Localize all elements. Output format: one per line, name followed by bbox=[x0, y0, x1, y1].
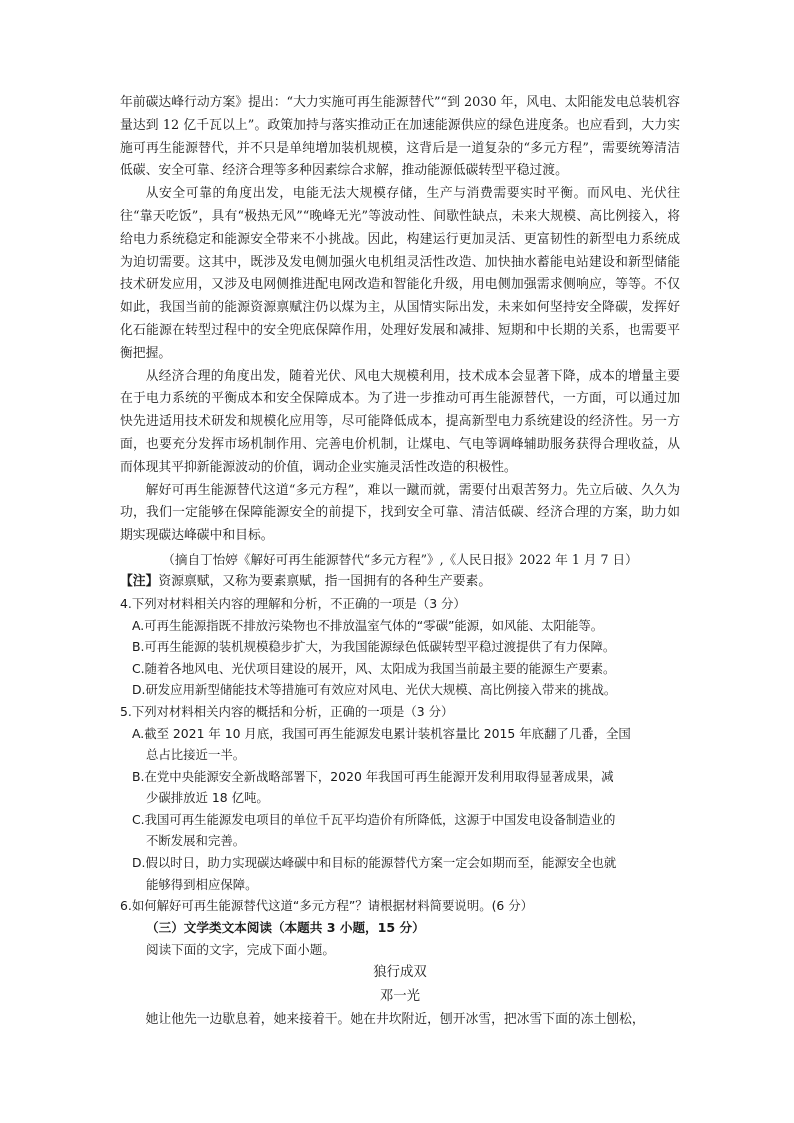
question-4-option-c[interactable]: C.随着各地风电、光伏项目建设的展开，风、太阳成为我国当前最主要的能源生产要素。 bbox=[132, 660, 616, 676]
question-6-stem: 6.如何解好可再生能源替代这道“多元方程”？请根据材料简要说明。(6 分） bbox=[120, 898, 534, 914]
passage-paragraph-1: 年前碳达峰行动方案》提出：“大力实施可再生能源替代”“到 2030 年，风电、太阳能发电总装机容量达到 12 亿千瓦以上”。政策加持与落实推动正在加速能源供应的绿色进度条。也应看到，大力实施可再生能源替代，并不只是单纯增加装机规模，这背后是一道复杂的“多元方程”，需要统筹清洁低碳、安全可靠、经济合理等多种因素综合求解，推动能源低碳转型平稳过渡。 bbox=[120, 95, 680, 179]
passage-source: （摘自丁怡婷《解好可再生能源替代“多元方程”》,《人民日报》2022 年 1 月 7 日） bbox=[162, 551, 638, 567]
option-c-line-1: C.我国可再生能源发电项目的单位千瓦平均造价有所降低，这源于中国发电设备制造业的 bbox=[132, 811, 616, 827]
option-a-line-1: A.截至 2021 年 10 月底，我国可再生能源发电累计装机容量比 2015 年底翻了几番，全国 bbox=[132, 725, 631, 741]
option-d-line-2: 能够得到相应保障。 bbox=[146, 876, 258, 892]
section-3-instruction: 阅读下面的文字，完成下面小题。 bbox=[146, 941, 335, 957]
note-bracket: 【注】 bbox=[120, 573, 159, 589]
exam-page bbox=[120, 92, 680, 1032]
passage-note bbox=[120, 571, 680, 593]
option-b-line-2: 少碳排放近 18 亿吨。 bbox=[146, 790, 269, 806]
passage-paragraph-4: 解好可再生能源替代这道“多元方程”，难以一蹴而就，需要付出艰苦努力。先立后破、久久为功，我们一定能够在保障能源安全的前提下，找到安全可靠、清洁低碳、经济合理的方案，助力如期实现碳达峰碳中和目标。 bbox=[120, 482, 680, 544]
question-4 bbox=[120, 593, 680, 701]
option-d-line-1: D.假以时日，助力实现碳达峰碳中和目标的能源替代方案一定会如期而至，能源安全也就 bbox=[132, 855, 617, 871]
question-5 bbox=[120, 701, 680, 895]
question-4-option-b[interactable]: B.可再生能源的装机规模稳步扩大，为我国能源绿色低碳转型平稳过渡提供了有力保障。 bbox=[132, 639, 616, 655]
story-title: 狼行成双 bbox=[373, 964, 427, 980]
question-4-option-a[interactable]: A.可再生能源指既不排放污染物也不排放温室气体的“零碳”能源，如风能、太阳能等。 bbox=[132, 617, 604, 633]
option-b-line-1: B.在党中央能源安全新战略部署下，2020 年我国可再生能源开发利用取得显著成果，减 bbox=[132, 768, 614, 784]
section-3-title: （三）文学类文本阅读（本题共 3 小题，15 分） bbox=[146, 919, 425, 935]
question-5-option-c[interactable] bbox=[132, 809, 680, 852]
option-a-line-2: 总占比接近一半。 bbox=[146, 747, 246, 763]
question-5-option-b[interactable] bbox=[132, 766, 680, 809]
note-text: 资源禀赋，又称为要素禀赋，指一国拥有的各种生产要素。 bbox=[158, 573, 492, 589]
story-author: 邓一光 bbox=[379, 988, 421, 1004]
question-4-option-d[interactable]: D.研发应用新型储能技术等措施可有效应对风电、光伏大规模、高比例接入带来的挑战。 bbox=[132, 682, 617, 698]
question-5-stem: 5.下列对材料相关内容的概括和分析，正确的一项是（3 分） bbox=[120, 703, 454, 719]
passage-paragraph-3: 从经济合理的角度出发，随着光伏、风电大规模利用，技术成本会显著下降，成本的增量主要在于电力系统的平衡成本和安全保障成本。为了进一步推动可再生能源替代，一方面，可以通过加快先进适用技术研发和规模化应用等，尽可能降低成本，提高新型电力系统建设的经济性。另一方面，也要充分发挥市场机制作用、完善电价机制，让煤电、气电等调峰辅助服务获得合理收益，从而体现其平抑新能源波动的价值，调动企业实施灵活性改造的积极性。 bbox=[120, 368, 680, 475]
story-first-line: 她让他先一边歇息着，她来接着干。她在井坎附近，刨开冰雪，把冰雪下面的冻土刨松， bbox=[145, 1011, 645, 1027]
option-c-line-2: 不断发展和完善。 bbox=[146, 833, 246, 849]
passage-paragraph-2: 从安全可靠的角度出发，电能无法大规模存储，生产与消费需要实时平衡。而风电、光伏往往“靠天吃饭”，具有“极热无风”“晚峰无光”等波动性、间歇性缺点，未来大规模、高比例接入，将给电力系统稳定和能源安全带来不小挑战。因此，构建运行更加灵活、更富韧性的新型电力系统成为迫切需要。这其中，既涉及发电侧加强火电机组灵活性改造、加快抽水蓄能电站建设和新型储能技术研发应用，又涉及电网侧推进配电网改造和智能化升级，用电侧加强需求侧响应，等等。不仅如此，我国当前的能源资源禀赋注仍以煤为主，从国情实际出发，未来如何坚持安全降碳，发挥好化石能源在转型过程中的安全兜底保障作用，处理好发展和减排、短期和中长期的关系，也需要平衡把握。 bbox=[120, 186, 680, 361]
question-5-option-d[interactable] bbox=[132, 852, 680, 895]
question-5-option-a[interactable] bbox=[132, 723, 680, 766]
question-4-stem: 4.下列对材料相关内容的理解和分析，不正确的一项是（3 分） bbox=[120, 595, 466, 611]
